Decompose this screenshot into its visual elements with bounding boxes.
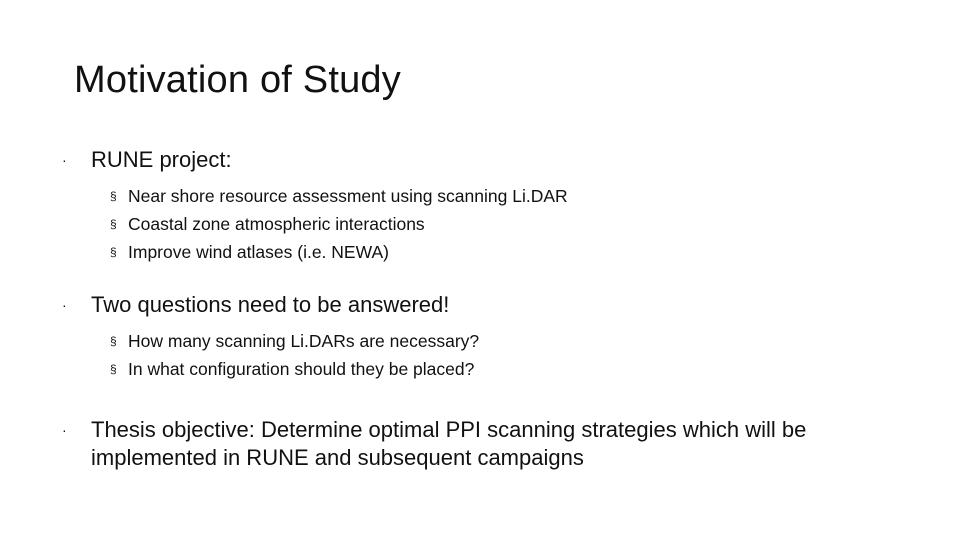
sub-item: [62, 327, 922, 355]
sub-item: [62, 210, 922, 238]
sub-item: [62, 238, 922, 266]
sub-item: [62, 182, 922, 210]
bullet-rune-project: [62, 146, 922, 266]
bullet-dot-icon: ·: [62, 422, 67, 438]
bullet-text: Two questions need to be answered!: [91, 292, 450, 317]
sub-bullet-icon: §: [110, 189, 117, 203]
sub-bullet-icon: §: [110, 334, 117, 348]
sub-bullet-icon: §: [110, 245, 117, 259]
bullet-line: [62, 291, 922, 319]
bullet-dot-icon: ·: [62, 297, 67, 313]
sub-item-text: Improve wind atlases (i.e. NEWA): [128, 242, 389, 262]
bullet-text: RUNE project:: [91, 147, 232, 172]
slide-title: Motivation of Study: [74, 59, 401, 101]
bullet-two-questions: [62, 291, 922, 383]
sub-list: [62, 327, 922, 383]
bullet-text: Thesis objective: Determine optimal PPI scanning strategies which will be implemented in RUNE and subsequent campaigns: [91, 417, 807, 470]
sub-item-text: How many scanning Li.DARs are necessary?: [128, 331, 480, 351]
sub-item-text: Coastal zone atmospheric interactions: [128, 214, 425, 234]
bullet-line: [62, 416, 922, 472]
bullet-line: [62, 146, 922, 174]
bullet-dot-icon: ·: [62, 152, 67, 168]
sub-bullet-icon: §: [110, 217, 117, 231]
sub-bullet-icon: §: [110, 362, 117, 376]
sub-list: [62, 182, 922, 266]
bullet-thesis-objective: [62, 416, 922, 472]
sub-item: [62, 355, 922, 383]
sub-item-text: In what configuration should they be placed?: [128, 359, 475, 379]
sub-item-text: Near shore resource assessment using scanning Li.DAR: [128, 186, 568, 206]
